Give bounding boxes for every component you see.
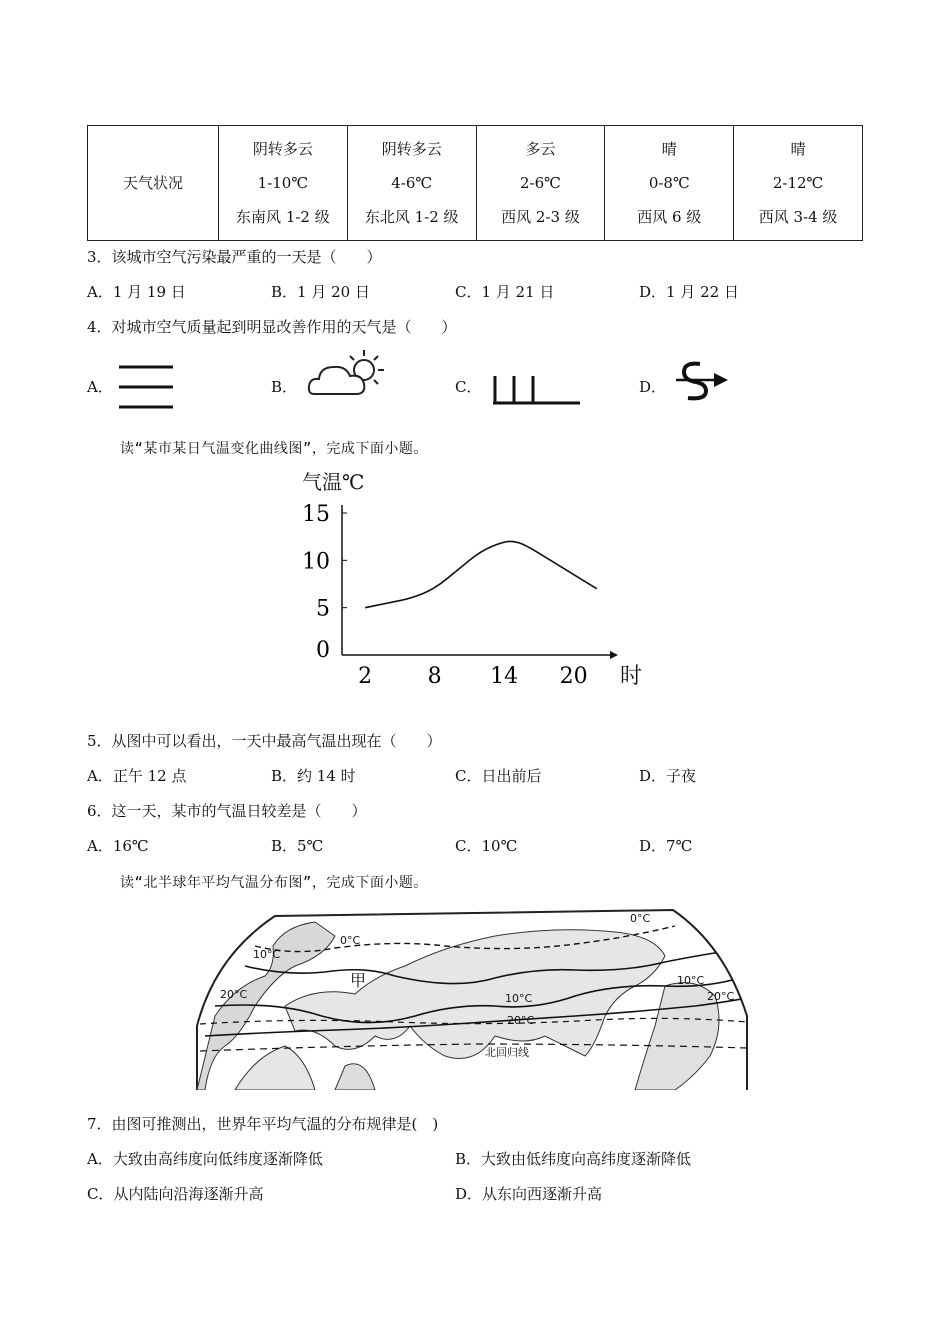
- q6-option-b[interactable]: B．5℃: [271, 837, 324, 855]
- chart-x-tick-label: 8: [427, 664, 442, 689]
- x-axis-arrow: [610, 651, 618, 659]
- isotherm-label-10c: 10°C: [505, 992, 533, 1005]
- q7-option-d[interactable]: D．从东向西逐渐升高: [455, 1185, 603, 1203]
- intro-isotherm-map: 读“北半球年平均气温分布图”，完成下面小题。: [120, 875, 428, 891]
- q6-option-c[interactable]: C．10℃: [455, 837, 518, 855]
- q3-option-a[interactable]: A．1 月 19 日: [87, 283, 186, 301]
- q4-option-b[interactable]: B．: [271, 378, 298, 396]
- q3-option-b[interactable]: B．1 月 20 日: [271, 283, 370, 301]
- fog-symbol-icon: [116, 362, 176, 412]
- temperature-line-chart: [290, 465, 660, 695]
- day-cell: [476, 126, 605, 241]
- temperature-series-line: [365, 541, 597, 607]
- day-weather: 阴转多云: [252, 140, 313, 158]
- day-wind: 西风 6 级: [637, 208, 702, 226]
- day-weather: 阴转多云: [381, 140, 442, 158]
- q6-option-a[interactable]: A．16℃: [87, 837, 149, 855]
- isotherm-label-0c: 0°C: [340, 934, 361, 947]
- weather-table: [87, 125, 863, 241]
- q3-option-c[interactable]: C．1 月 21 日: [455, 283, 555, 301]
- isotherm-label-0c: 0°C: [630, 912, 651, 925]
- day-weather: 晴: [790, 140, 806, 158]
- question-5-stem: 5．从图中可以看出，一天中最高气温出现在（ ）: [87, 732, 442, 750]
- q5-option-b[interactable]: B．约 14 时: [271, 767, 356, 785]
- day-wind: 西风 2-3 级: [501, 208, 580, 226]
- location-label-jia: 甲: [350, 971, 367, 990]
- day-temp: 2-6℃: [520, 174, 561, 192]
- partly-cloudy-icon: [306, 348, 386, 400]
- q5-option-c[interactable]: C．日出前后: [455, 767, 542, 785]
- tropic-of-cancer-label: 北回归线: [485, 1046, 529, 1059]
- day-wind: 西风 3-4 级: [758, 208, 838, 226]
- chart-x-tick-label: 20: [559, 664, 588, 689]
- chart-y-tick-label: 0: [316, 638, 330, 663]
- day-cell: [605, 126, 734, 241]
- q4-option-d[interactable]: D．: [639, 378, 667, 396]
- q5-option-a[interactable]: A．正午 12 点: [87, 767, 187, 785]
- day-temp: 0-8℃: [648, 174, 690, 192]
- day-wind: 东北风 1-2 级: [364, 208, 459, 226]
- day-temp: 4-6℃: [391, 174, 433, 192]
- isotherm-map: [195, 906, 750, 1092]
- sandstorm-symbol-icon: [674, 358, 730, 402]
- table-row: [88, 126, 863, 241]
- day-temp: 1-10℃: [257, 174, 309, 192]
- chart-x-tick-label: 14: [490, 664, 519, 689]
- isotherm-label-20c: 20°C: [220, 988, 248, 1001]
- question-4-stem: 4．对城市空气质量起到明显改善作用的天气是（ ）: [87, 318, 457, 336]
- q7-option-c[interactable]: C．从内陆向沿海逐渐升高: [87, 1185, 264, 1203]
- isotherm-label-20c: 20°C: [507, 1014, 535, 1027]
- isotherm-label-10c: 10°C: [253, 948, 281, 961]
- q4-option-a[interactable]: A．: [87, 378, 113, 396]
- q4-option-c[interactable]: C．: [455, 378, 482, 396]
- chart-y-tick-label: 5: [316, 596, 330, 622]
- day-wind: 东南风 1-2 级: [236, 208, 330, 226]
- question-6-stem: 6．这一天，某市的气温日较差是（ ）: [87, 802, 367, 820]
- row-label-cell: [88, 126, 219, 241]
- row-label: 天气状况: [122, 174, 183, 192]
- day-weather: 多云: [525, 140, 556, 158]
- day-cell: [347, 126, 476, 241]
- chart-y-axis-label: 气温℃: [302, 470, 365, 494]
- day-cell: [219, 126, 348, 241]
- day-temp: 2-12℃: [772, 174, 824, 192]
- q3-option-d[interactable]: D．1 月 22 日: [639, 283, 739, 301]
- intro-temperature-chart: 读“某市某日气温变化曲线图”，完成下面小题。: [120, 441, 428, 457]
- day-cell: [734, 126, 863, 241]
- question-3-stem: 3．该城市空气污染最严重的一天是（ ）: [87, 248, 382, 266]
- wind-barb-icon: [490, 370, 582, 406]
- q7-option-b[interactable]: B．大致由低纬度向高纬度逐渐降低: [455, 1150, 692, 1168]
- isotherm-label-10c: 10°C: [677, 974, 705, 987]
- q6-option-d[interactable]: D．7℃: [639, 837, 693, 855]
- chart-x-tick-label: 2: [358, 664, 373, 689]
- day-weather: 晴: [661, 140, 677, 158]
- chart-y-tick-label: 10: [302, 549, 330, 575]
- isotherm-label-20c: 20°C: [707, 990, 735, 1003]
- question-7-stem: 7．由图可推测出，世界年平均气温的分布规律是( ): [87, 1115, 439, 1133]
- chart-x-axis-label: 时: [620, 664, 643, 689]
- q7-option-a[interactable]: A．大致由高纬度向低纬度逐渐降低: [87, 1150, 323, 1168]
- q5-option-d[interactable]: D．子夜: [639, 767, 697, 785]
- chart-y-tick-label: 15: [302, 502, 330, 527]
